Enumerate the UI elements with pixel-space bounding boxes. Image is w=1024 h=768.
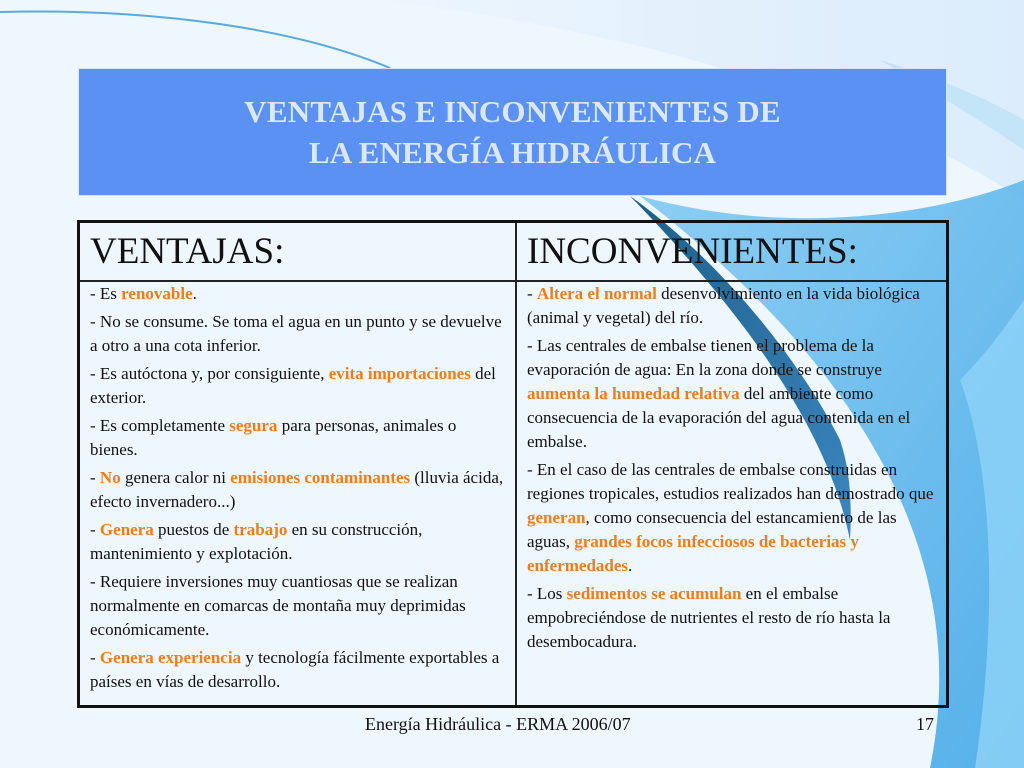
list-item: - No genera calor ni emisiones contaminantes (lluvia ácida, efecto invernadero...) [90,468,504,511]
list-item: - Es renovable. [90,284,197,303]
table-header-row [79,222,948,282]
list-item: - Los sedimentos se acumulan en el embalse empobreciéndose de nutrientes el resto de río hasta la desembocadura. [527,584,891,651]
list-item: - No se consume. Se toma el agua en un punto y se devuelve a otro a una cota inferior. [90,312,502,355]
footer-text: Energía Hidráulica - ERMA 2006/07 [365,714,631,734]
comparison-table [77,220,949,708]
slide-title-box [78,68,947,196]
list-item: - En el caso de las centrales de embalse construidas en regiones tropicales, estudios realizados han demostrado que generan, como consecuencia del estancamiento de las aguas, grandes focos infecciosos de bacterias y enfermedades. [527,460,934,575]
list-item: - Altera el normal desenvolvimiento en la vida biológica (animal y vegetal) del río. [527,284,920,327]
table-body-row [79,281,948,707]
list-item: - Es completamente segura para personas, animales o bienes. [90,416,457,459]
inconvenientes-cell [516,281,948,707]
header-inconvenientes: INCONVENIENTES: [516,222,948,282]
list-item: - Genera puestos de trabajo en su construcción, mantenimiento y explotación. [90,520,423,563]
list-item: - Requiere inversiones muy cuantiosas que se realizan normalmente en comarcas de montaña muy deprimidas económicamente. [90,572,466,639]
page-number: 17 [916,714,934,734]
header-ventajas: VENTAJAS: [79,222,517,282]
slide-title-line-1: VENTAJAS E INCONVENIENTES DE [244,94,781,129]
list-item: - Las centrales de embalse tienen el problema de la evaporación de agua: En la zona donde se construye aumenta la humedad relativa del ambiente como consecuencia de la evaporación del agua contenida en el embalse. [527,336,911,451]
list-item: - Genera experiencia y tecnología fácilmente exportables a países en vías de desarrollo. [90,648,500,691]
list-item: - Es autóctona y, por consiguiente, evita importaciones del exterior. [90,364,496,407]
ventajas-cell [79,281,517,707]
slide-title-line-2: LA ENERGÍA HIDRÁULICA [308,135,717,170]
